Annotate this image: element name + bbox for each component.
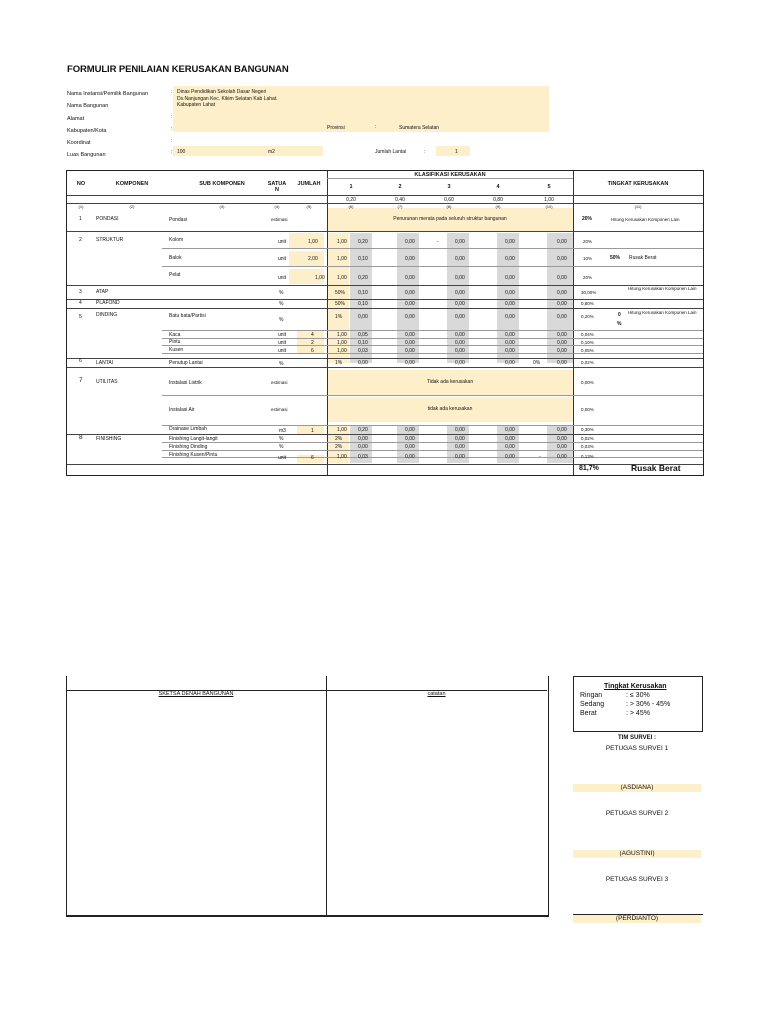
row-satuan: estimasi (271, 217, 288, 222)
row-pct: 0,20% (581, 314, 594, 319)
row-no: 1 (79, 216, 82, 222)
row-sub: Pondasi (169, 217, 188, 223)
row-val: - (437, 239, 439, 245)
row-val: 0,00 (505, 444, 515, 450)
row-val: 0,00 (405, 444, 415, 450)
hline (67, 285, 703, 286)
row-val: 0,00 (455, 275, 465, 281)
row-val: 0,00 (505, 275, 515, 281)
owner-value-3: Kabupaten Lahat (177, 102, 216, 108)
row-val: 0,00 (505, 454, 515, 460)
row-val: 1% (335, 360, 343, 366)
vline (573, 171, 574, 475)
row-val: 0% (533, 360, 541, 366)
row-komponen: STRUKTUR (96, 237, 124, 243)
legend-title: Tingkat Kerusakan (604, 683, 667, 690)
row-komponen: DINDING (96, 312, 118, 318)
row-val: 0,00 (405, 332, 415, 338)
row-val: 0,00 (358, 436, 368, 442)
sketch-title: SKETSA DENAH BANGUNAN (158, 691, 234, 697)
row-satuan: unit (278, 275, 287, 281)
address-label: Alamat (67, 116, 85, 122)
row-val: 0,00 (557, 290, 567, 296)
row-val: 0,20 (358, 239, 368, 245)
row-jumlah: 2 (311, 340, 314, 346)
row-val: 0,00 (455, 348, 465, 354)
row-sub: Kolom (169, 237, 184, 243)
surveyor-3-label: PETUGAS SURVEI 3 (605, 876, 669, 883)
weight-1: 0,20 (346, 197, 356, 203)
row-pct: 20% (583, 275, 593, 280)
row-no: 6 (79, 358, 82, 364)
hline (67, 231, 703, 232)
hline (67, 299, 703, 300)
colon: : (171, 149, 173, 155)
row-pct: 0,30% (581, 427, 594, 432)
dinding-zero: 0 (618, 312, 621, 318)
row-satuan: % (279, 361, 284, 367)
row-val: 0,00 (455, 340, 465, 346)
city-label: Kabupaten/Kota (67, 128, 107, 134)
legend-sedang: Sedang (580, 701, 605, 708)
row-satuan: % (279, 301, 284, 307)
col-index: (8) (446, 204, 452, 209)
row-komponen: LANTAI (96, 360, 114, 366)
row-val: 0,00 (405, 348, 415, 354)
province-label: Provinsi (327, 125, 345, 131)
row-val: 0,10 (358, 340, 368, 346)
dinding-pct-sign: % (617, 321, 622, 327)
row-pct: 30,00% (581, 290, 597, 295)
weight-2: 0,40 (395, 197, 405, 203)
colon: : (171, 138, 173, 144)
row-val: 0,10 (358, 290, 368, 296)
klas-col-3: 3 (447, 184, 451, 190)
row-val: 0,05 (358, 332, 368, 338)
hline (67, 308, 703, 309)
row-val: 0,00 (455, 256, 465, 262)
row-val: 0,00 (358, 444, 368, 450)
row-sub: Instalasi Air (169, 407, 195, 413)
header-satuan: SATUA (267, 181, 287, 187)
row-val: 0,00 (557, 314, 567, 320)
row-val: 0,00 (505, 348, 515, 354)
building-label: Nama Bangunan (67, 103, 109, 109)
row-satuan: % (279, 444, 284, 450)
row-pct: 0,04% (581, 332, 594, 337)
row-pct: 0,13% (581, 454, 594, 459)
row-val: 0,10 (358, 301, 368, 307)
row-val: 2% (335, 436, 343, 442)
hline (162, 442, 703, 443)
hline (162, 266, 703, 267)
legend-ringan-val: : ≤ 30% (626, 692, 650, 699)
row-val: 0,00 (455, 436, 465, 442)
col-index: (10) (545, 204, 553, 209)
header-sub: SUB KOMPONEN (199, 181, 245, 187)
row-val: 0,03 (358, 454, 368, 460)
total-pct: 81,7% (579, 465, 599, 472)
province-value: Sumatera Selatan (399, 125, 440, 131)
header-satuan-2: N (275, 187, 279, 193)
sketch-divider (326, 676, 327, 915)
floors-label: Jumlah Lantai (375, 149, 407, 155)
hline (327, 178, 573, 179)
pondasi-pct: 20% (582, 216, 593, 222)
col-index: (6) (348, 204, 354, 209)
row-satuan: estimasi (271, 407, 288, 412)
surveyor-1-label: PETUGAS SURVEI 1 (605, 745, 669, 752)
legend-berat-val: : > 45% (626, 710, 650, 717)
hline (67, 367, 703, 368)
row-val: 0,00 (455, 427, 465, 433)
owner-value-1: Dinas Pendidikan Sekolah Dasar Negeri (177, 89, 267, 95)
row-val: 0,00 (505, 314, 515, 320)
row-satuan: unit (278, 340, 287, 346)
row-pct: 0,80% (581, 301, 594, 306)
klas-col-1: 1 (349, 184, 353, 190)
row-no: 7 (79, 377, 83, 384)
hline (162, 248, 703, 249)
owner-value-2: Ds.Nanjungan Kec. Kikim Selatan Kab Lahat. (177, 96, 278, 102)
hline (162, 450, 703, 451)
row-val: 0,00 (557, 239, 567, 245)
air-note: tidak ada kerusakan (427, 406, 473, 412)
row-sub: Kaca (169, 332, 181, 338)
row-val: 0,00 (455, 332, 465, 338)
row-val: 0,00 (405, 239, 415, 245)
row-pct: 20% (583, 239, 593, 244)
colon: : (424, 149, 426, 155)
row-satuan: unit (278, 256, 287, 262)
row-val: 0,00 (505, 340, 515, 346)
atap-hint: Hitung Kerusakan Komponen Lain (628, 286, 697, 291)
colon: : (375, 124, 377, 130)
hline (162, 425, 703, 426)
legend-ringan: Ringan (580, 692, 603, 699)
pondasi-hint: Hitung Kerusakan Komponen Lain (611, 217, 680, 222)
row-val: 0,00 (455, 301, 465, 307)
header-tingkat: TINGKAT KERUSAKAN (607, 181, 669, 187)
colon: : (171, 126, 173, 132)
weight-3: 0,60 (444, 197, 454, 203)
row-val: 0,00 (505, 290, 515, 296)
row-val: 0,00 (557, 332, 567, 338)
col-index: (9) (495, 204, 501, 209)
total-status: Rusak Berat (631, 463, 681, 473)
row-komponen: UTILITAS (96, 379, 118, 385)
row-val: 0,00 (557, 256, 567, 262)
balok-qty-fill[interactable] (289, 251, 324, 266)
row-pct: 0,10% (581, 340, 594, 345)
row-val: 1% (335, 314, 343, 320)
legend-berat: Berat (580, 710, 597, 717)
row-val: 0,00 (505, 301, 515, 307)
row-jumlah: 6 (311, 348, 314, 354)
row-satuan: estimasi (271, 380, 288, 385)
floors-value: 1 (455, 149, 458, 155)
coord-label: Koordinat (67, 140, 91, 146)
row-satuan: % (279, 290, 284, 296)
row-val: - (539, 454, 541, 460)
row-sub: Batu bata/Partisi (169, 313, 206, 319)
row-val: 0,00 (505, 360, 515, 366)
row-val: 0,20 (358, 427, 368, 433)
hline (162, 345, 703, 346)
row-pct: 0,00% (581, 407, 594, 412)
col-index: (1) (78, 204, 84, 209)
area-value: 100 (177, 149, 186, 155)
struktur-status: Rusak Berat (629, 255, 657, 261)
row-val: 0,00 (455, 314, 465, 320)
row-pct: 0,02% (581, 360, 594, 365)
weight-5: 1,00 (544, 197, 554, 203)
row-val: 0,20 (358, 275, 368, 281)
row-val: 0,00 (557, 348, 567, 354)
surveyor-2-name: (AGUSTINI) (619, 850, 655, 857)
row-val: 0,00 (557, 275, 567, 281)
row-komponen: PONDASI (96, 216, 119, 222)
pondasi-note: Penurunan merata pada seluruh struktur bangunan (393, 216, 507, 222)
row-val: 0,00 (358, 360, 368, 366)
row-val: 1,00 (337, 239, 347, 245)
col-index: (7) (397, 204, 403, 209)
row-no: 8 (79, 434, 83, 441)
row-val: 0,00 (455, 444, 465, 450)
row-val: 0,00 (505, 427, 515, 433)
row-sub: Balok (169, 255, 182, 261)
klas-col-4: 4 (496, 184, 500, 190)
row-no: 4 (79, 300, 82, 306)
row-jumlah: 1,00 (315, 275, 325, 281)
row-val: 0,00 (405, 360, 415, 366)
row-no: 5 (79, 314, 82, 320)
kolom-qty-fill[interactable] (289, 233, 324, 248)
row-val: 1,00 (337, 275, 347, 281)
col-index: (3) (219, 204, 225, 209)
row-val: 1,00 (337, 454, 347, 460)
row-val: 0,00 (455, 239, 465, 245)
row-satuan: unit (278, 332, 287, 338)
header-komponen: KOMPONEN (115, 181, 149, 187)
row-val: 0,00 (557, 360, 567, 366)
sketch-frame (66, 676, 549, 917)
row-sub: Finishing Kusen/Pintu (169, 452, 218, 458)
hline (162, 353, 703, 354)
listrik-note: Tidak ada kerusakan (426, 379, 474, 385)
row-sub: Drainase Limbah (169, 426, 207, 432)
surveyor-1-name: (ASDIANA) (620, 784, 654, 791)
row-pct: 0,05% (581, 348, 594, 353)
row-val: 0,00 (505, 436, 515, 442)
row-val: 0,00 (405, 454, 415, 460)
row-sub: Pelat (169, 272, 181, 278)
row-val: 0,00 (405, 436, 415, 442)
row-jumlah: 6 (311, 455, 314, 461)
row-sub: Finishing Langit-langit (169, 436, 218, 442)
col-index: (5) (306, 204, 312, 209)
hline (162, 338, 703, 339)
row-satuan: m3 (279, 428, 286, 434)
dinding-hint: Hitung Kerusakan Komponen Lain (628, 310, 697, 315)
hline (67, 434, 703, 435)
row-jumlah: 1 (311, 428, 314, 434)
weight-4: 0,80 (493, 197, 503, 203)
row-jumlah: 2,00 (308, 256, 318, 262)
klas-col-2: 2 (398, 184, 402, 190)
row-val: 0,00 (405, 290, 415, 296)
row-komponen: FINISHING (96, 436, 122, 442)
row-val: 0,00 (557, 436, 567, 442)
surveyor-3-name: (PERDIANTO) (615, 915, 659, 922)
notes-title: catatan (427, 691, 446, 697)
row-val: 0,03 (358, 348, 368, 354)
row-jumlah: 1,00 (308, 239, 318, 245)
row-pct: 0,03% (581, 444, 594, 449)
floors-fill[interactable] (436, 146, 470, 156)
col-index: (2) (129, 204, 135, 209)
row-val: 1,00 (337, 348, 347, 354)
row-val: 0,00 (405, 275, 415, 281)
row-sub: Kusen (169, 347, 184, 353)
row-val: 50% (335, 290, 346, 296)
row-satuan: % (279, 317, 284, 323)
page-title: FORMULIR PENILAIAN KERUSAKAN BANGUNAN (67, 64, 289, 75)
row-val: 1,00 (337, 332, 347, 338)
row-val: 50% (335, 301, 346, 307)
hline (162, 395, 703, 396)
hline (162, 457, 703, 458)
row-sub: Pintu (169, 339, 181, 345)
row-val: 1,00 (337, 427, 347, 433)
row-pct: 0,00% (581, 380, 594, 385)
row-val: 1,00 (337, 340, 347, 346)
row-val: 2% (335, 444, 343, 450)
row-val: 1,00 (337, 256, 347, 262)
hline (67, 464, 703, 465)
row-val: 0,00 (557, 444, 567, 450)
row-val: 0,00 (455, 290, 465, 296)
row-val: 0,00 (505, 332, 515, 338)
row-satuan: unit (278, 455, 287, 461)
colon: : (171, 89, 173, 95)
row-val: 0,00 (505, 239, 515, 245)
legend-sedang-val: : > 30% - 45% (626, 701, 671, 708)
row-val: 0,00 (405, 427, 415, 433)
col-index: (11) (634, 204, 642, 209)
row-val: 0,00 (455, 454, 465, 460)
colon: : (171, 114, 173, 120)
row-val: 0,00 (405, 256, 415, 262)
row-val: 0,00 (358, 314, 368, 320)
team-title: TIM SURVEI : (618, 735, 656, 741)
row-pct: 0,02% (581, 436, 594, 441)
surveyor-2-label: PETUGAS SURVEI 2 (605, 810, 669, 817)
row-komponen: PLAFOND (96, 300, 120, 306)
struktur-pct: 50% (610, 255, 621, 261)
col-index: (4) (274, 204, 280, 209)
header-no: NO (76, 181, 86, 187)
row-sub: Penutup Lantai (169, 360, 203, 366)
row-satuan: % (279, 436, 284, 442)
row-val: 0,00 (505, 256, 515, 262)
owner-label: Nama Instansi/Pemilik Bangunan (67, 91, 149, 97)
row-pct: 10% (583, 256, 593, 261)
hline (67, 358, 703, 359)
row-val: 0,00 (557, 340, 567, 346)
area-unit: m2 (268, 149, 275, 155)
row-val: 0,00 (455, 360, 465, 366)
hline (162, 330, 703, 331)
row-jumlah: 4 (311, 332, 314, 338)
row-no: 2 (79, 237, 82, 243)
row-val: 0,00 (557, 427, 567, 433)
row-val: 0,10 (358, 256, 368, 262)
row-val: 0,00 (557, 301, 567, 307)
row-sub: Instalasi Listrik (169, 380, 202, 386)
row-val: 0,00 (405, 301, 415, 307)
area-label: Luas Bangunan (67, 152, 106, 158)
row-val: 0,00 (405, 314, 415, 320)
row-val: 0,00 (405, 340, 415, 346)
hline (67, 195, 703, 196)
header-jumlah: JUMLAH (297, 181, 321, 187)
row-no: 3 (79, 289, 82, 295)
klas-col-5: 5 (547, 184, 551, 190)
area-fill[interactable] (173, 146, 323, 156)
assessment-table (66, 170, 704, 476)
row-satuan: unit (278, 239, 287, 245)
row-sub: Finishing Dinding (169, 444, 208, 450)
row-satuan: unit (278, 348, 287, 354)
row-val: 0,00 (557, 454, 567, 460)
row-komponen: ATAP (96, 289, 109, 295)
header-klasifikasi: KLASIFIKASI KERUSAKAN (414, 172, 486, 178)
